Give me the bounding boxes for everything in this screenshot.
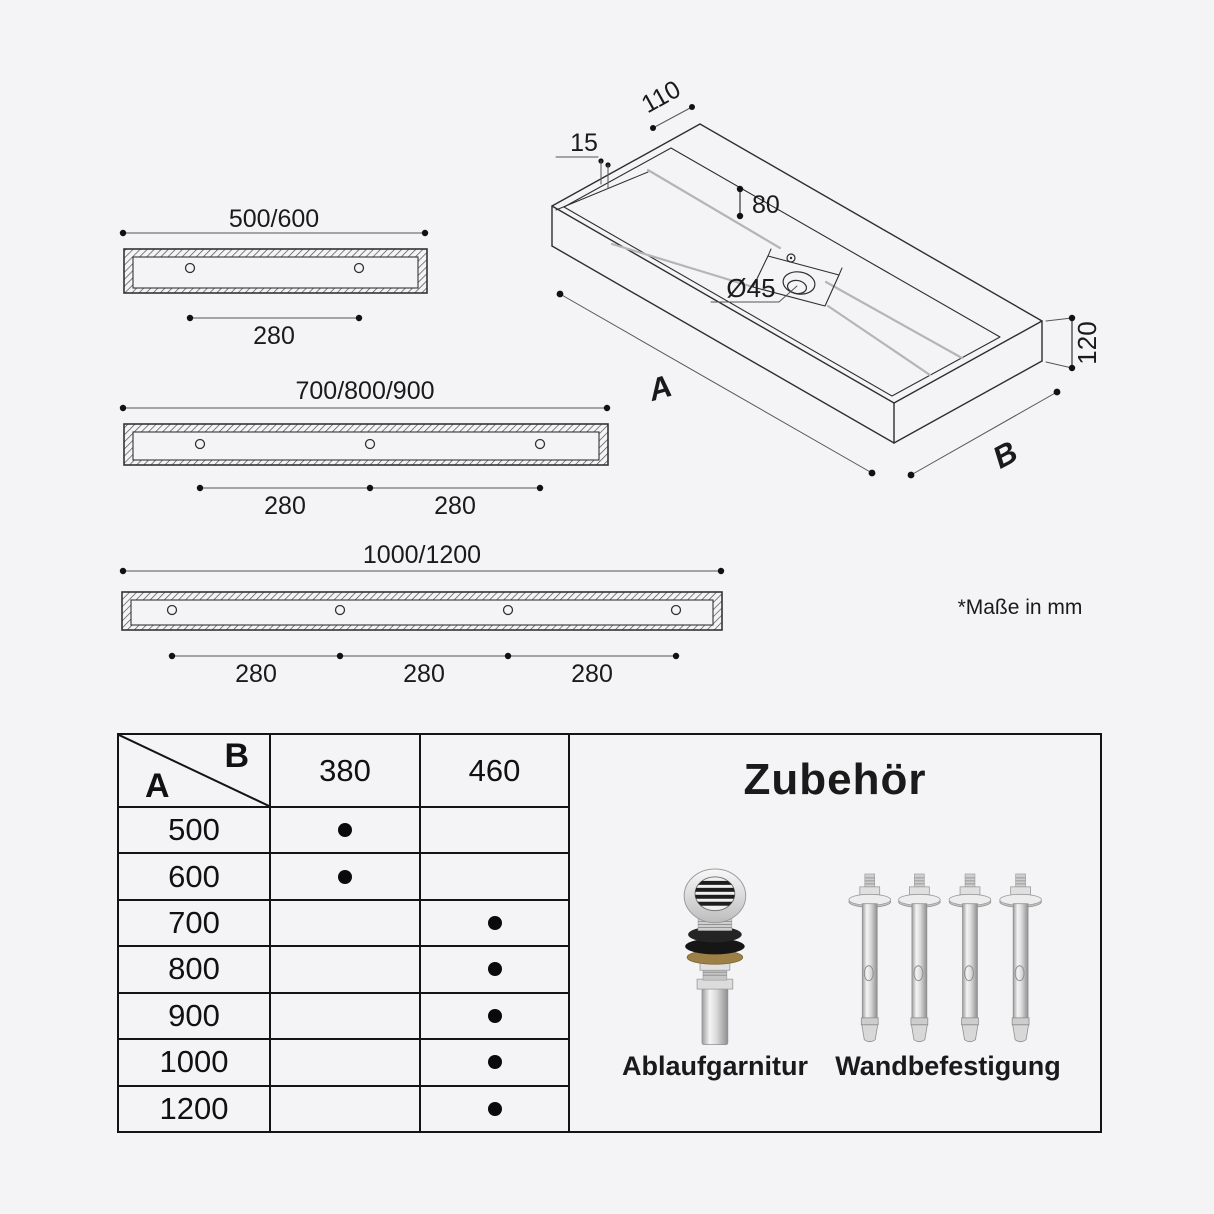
column-header-380: 380 [269,735,419,806]
table-row [119,992,568,1038]
dim-drain-diameter: Ø45 [726,273,776,303]
table-row [119,806,568,852]
mount-hole [366,440,375,449]
row-label: 1000 [159,1044,229,1080]
dim-back-ledge: 110 [636,75,686,119]
axis-width-label: B [986,434,1024,476]
size-matrix-table [117,733,1102,1133]
accessories-title: Zubehör [743,755,927,804]
mount-hole [336,606,345,615]
dim-body-height: 120 [1072,321,1102,365]
mount-hole [536,440,545,449]
row-label: 900 [168,997,220,1033]
mount-hole [196,440,205,449]
table-row [119,899,568,945]
mounting-profile-500-600 [120,205,428,350]
mount-hole [355,264,364,273]
hole-spacing: 280 [264,492,306,520]
table-row [119,1085,568,1131]
availability-dot [488,1055,502,1069]
corner-label-b: B [224,737,249,775]
availability-dot [338,870,352,884]
row-label: 700 [168,905,220,941]
bar-title: 500/600 [228,205,320,233]
dim-basin-depth: 80 [752,191,780,219]
drain-fitting-illustration [684,869,746,1045]
hole-spacing: 280 [403,660,445,688]
drain-fitting-label: Ablaufgarnitur [622,1051,808,1081]
availability-dot [338,823,352,837]
bar-title: 700/800/900 [295,377,435,405]
row-label: 500 [168,812,220,848]
wall-anchor-bolts-illustration [849,874,1042,1042]
availability-dot [488,962,502,976]
basin-isometric-view [552,124,1042,443]
mount-hole [504,606,513,615]
mounting-profile-700-800-900 [120,377,610,520]
mounting-profile-1000-1200 [120,541,724,688]
availability-dot [488,916,502,930]
column-header-460: 460 [419,735,568,806]
matrix-corner-cell [119,735,269,806]
dim-rim-thickness: 15 [570,129,598,157]
units-note: *Maße in mm [957,596,1083,619]
hole-spacing: 280 [434,492,476,520]
basin-dimensions [556,75,1102,478]
anchor-bolt [899,874,941,1042]
anchor-bolt [949,874,991,1042]
table-row [119,1038,568,1084]
hole-spacing: 280 [253,322,295,350]
hole-spacing: 280 [235,660,277,688]
anchor-bolt [1000,874,1042,1042]
drain-hole [781,270,816,297]
mount-hole [186,264,195,273]
table-row [119,945,568,991]
corner-label-a: A [145,767,170,805]
availability-dot [488,1009,502,1023]
anchor-bolt [849,874,891,1042]
mount-hole [168,606,177,615]
matrix-header-row [119,735,568,806]
availability-dot [488,1102,502,1116]
wall-mount-label: Wandbefestigung [835,1051,1061,1081]
accessories-panel [570,735,1100,1131]
mount-hole [672,606,681,615]
hole-spacing: 280 [571,660,613,688]
axis-length-label: A [644,367,676,408]
table-row [119,852,568,898]
size-matrix [119,735,570,1131]
row-label: 800 [168,951,220,987]
row-label: 1200 [159,1090,229,1126]
bar-title: 1000/1200 [362,541,482,569]
row-label: 600 [168,858,220,894]
